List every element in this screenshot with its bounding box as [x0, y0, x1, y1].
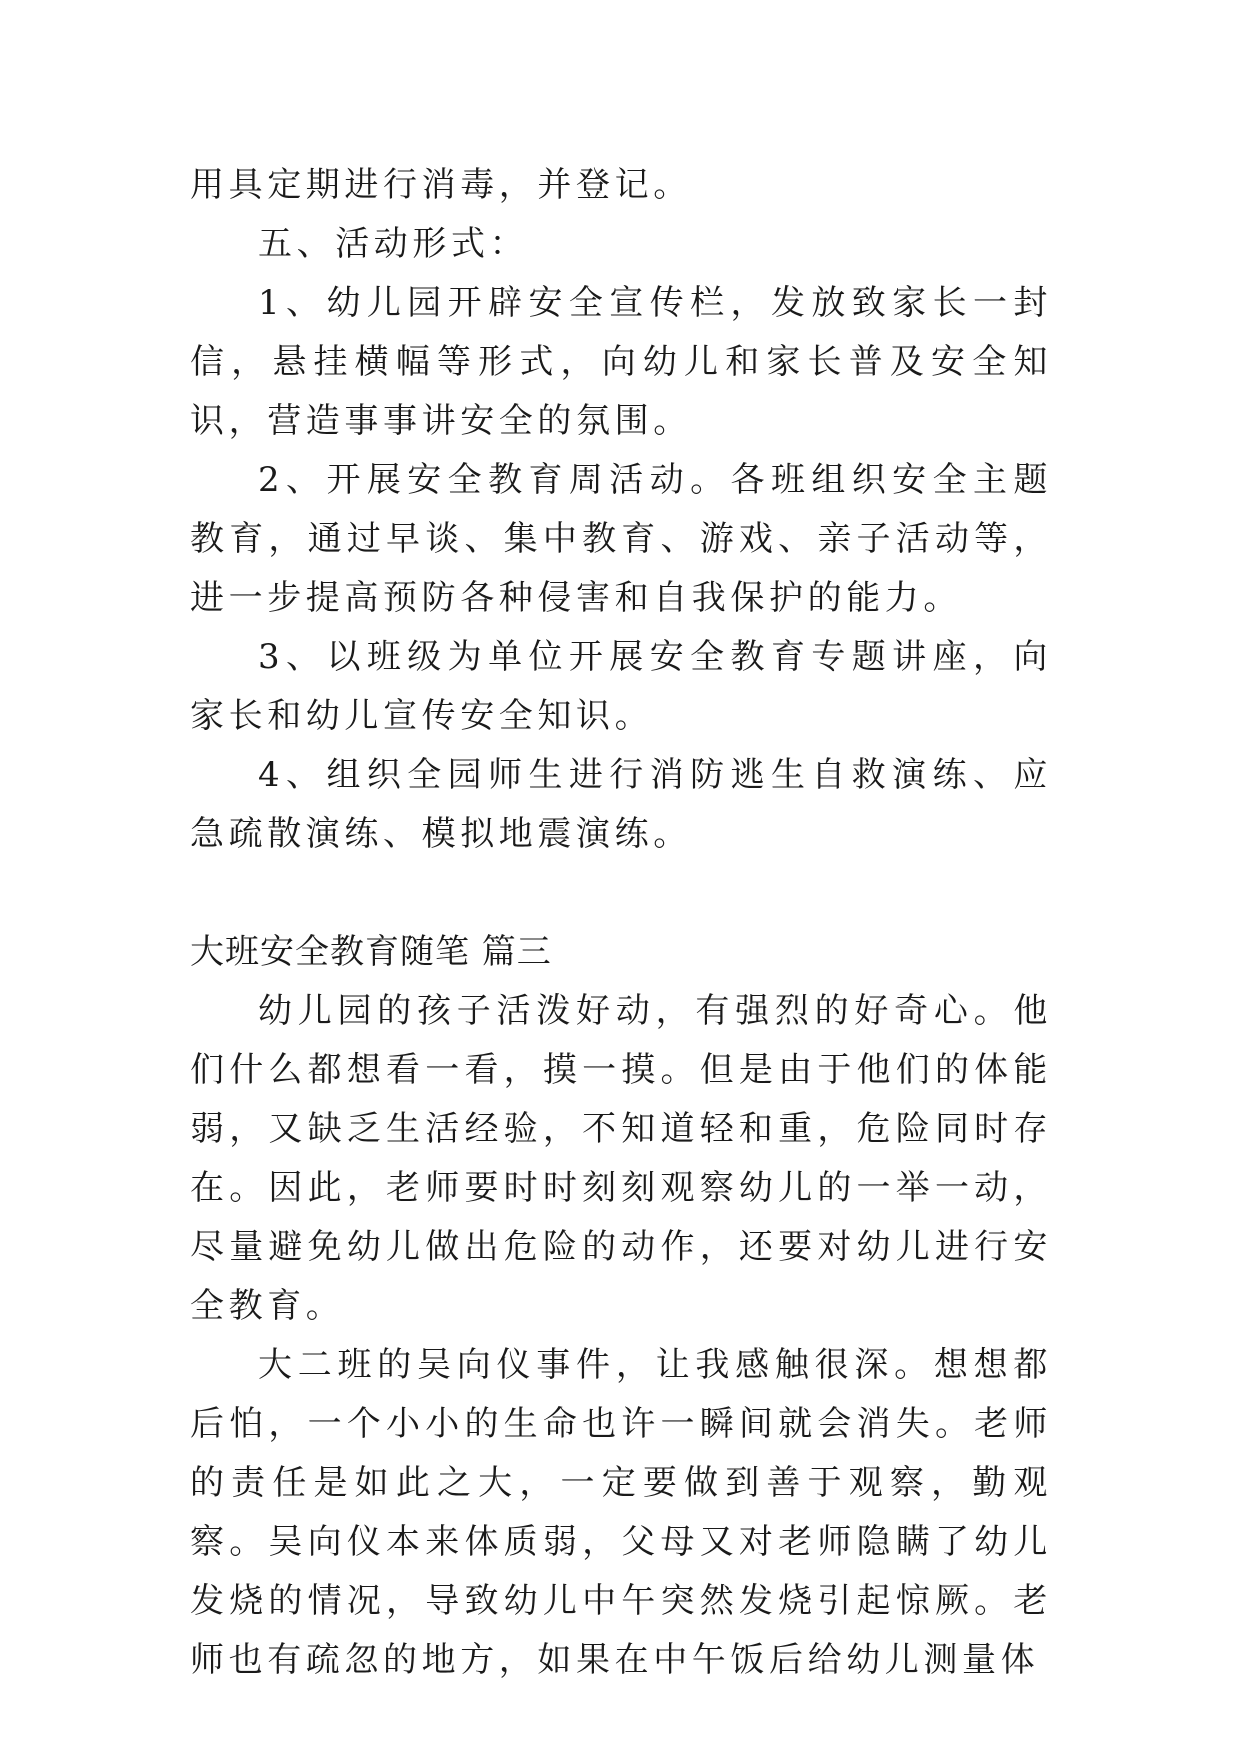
essay-paragraph-2: 大二班的吴向仪事件，让我感触很深。想想都后怕，一个小小的生命也许一瞬间就会消失。老师的责任是如此之大，一定要做到善于观察，勤观察。吴向仪本来体质弱，父母又对老师隐瞒了幼儿发烧的情况，导致幼儿中午突然发烧引起惊厥。老师也有疏忽的地方，如果在中午饭后给幼儿测量体 — [190, 1345, 1052, 1680]
essay-paragraph-1: 幼儿园的孩子活泼好动，有强烈的好奇心。他们什么都想看一看，摸一摸。但是由于他们的体能弱，又缺乏生活经验，不知道轻和重，危险同时存在。因此，老师要时时刻刻观察幼儿的一举一动，尽量避免幼儿做出危险的动作，还要对幼儿进行安全教育。 — [190, 991, 1052, 1326]
continuation-paragraph: 用具定期进行消毒，并登记。 — [190, 165, 692, 205]
section-five-heading: 五、活动形式： — [258, 224, 529, 264]
activity-item-2: 2、开展安全教育周活动。各班组织安全主题教育，通过早谈、集中教育、游戏、亲子活动等，进一步提高预防各种侵害和自我保护的能力。 — [190, 460, 1052, 618]
activity-item-4: 4、组织全园师生进行消防逃生自救演练、应急疏散演练、模拟地震演练。 — [190, 755, 1052, 854]
document-body — [190, 156, 1052, 1690]
activity-item-1: 1、幼儿园开辟安全宣传栏，发放致家长一封信，悬挂横幅等形式，向幼儿和家长普及安全知识，营造事事讲安全的氛围。 — [190, 283, 1052, 441]
essay-title: 大班安全教育随笔 篇三 — [190, 932, 552, 972]
activity-item-3: 3、以班级为单位开展安全教育专题讲座，向家长和幼儿宣传安全知识。 — [190, 637, 1052, 736]
